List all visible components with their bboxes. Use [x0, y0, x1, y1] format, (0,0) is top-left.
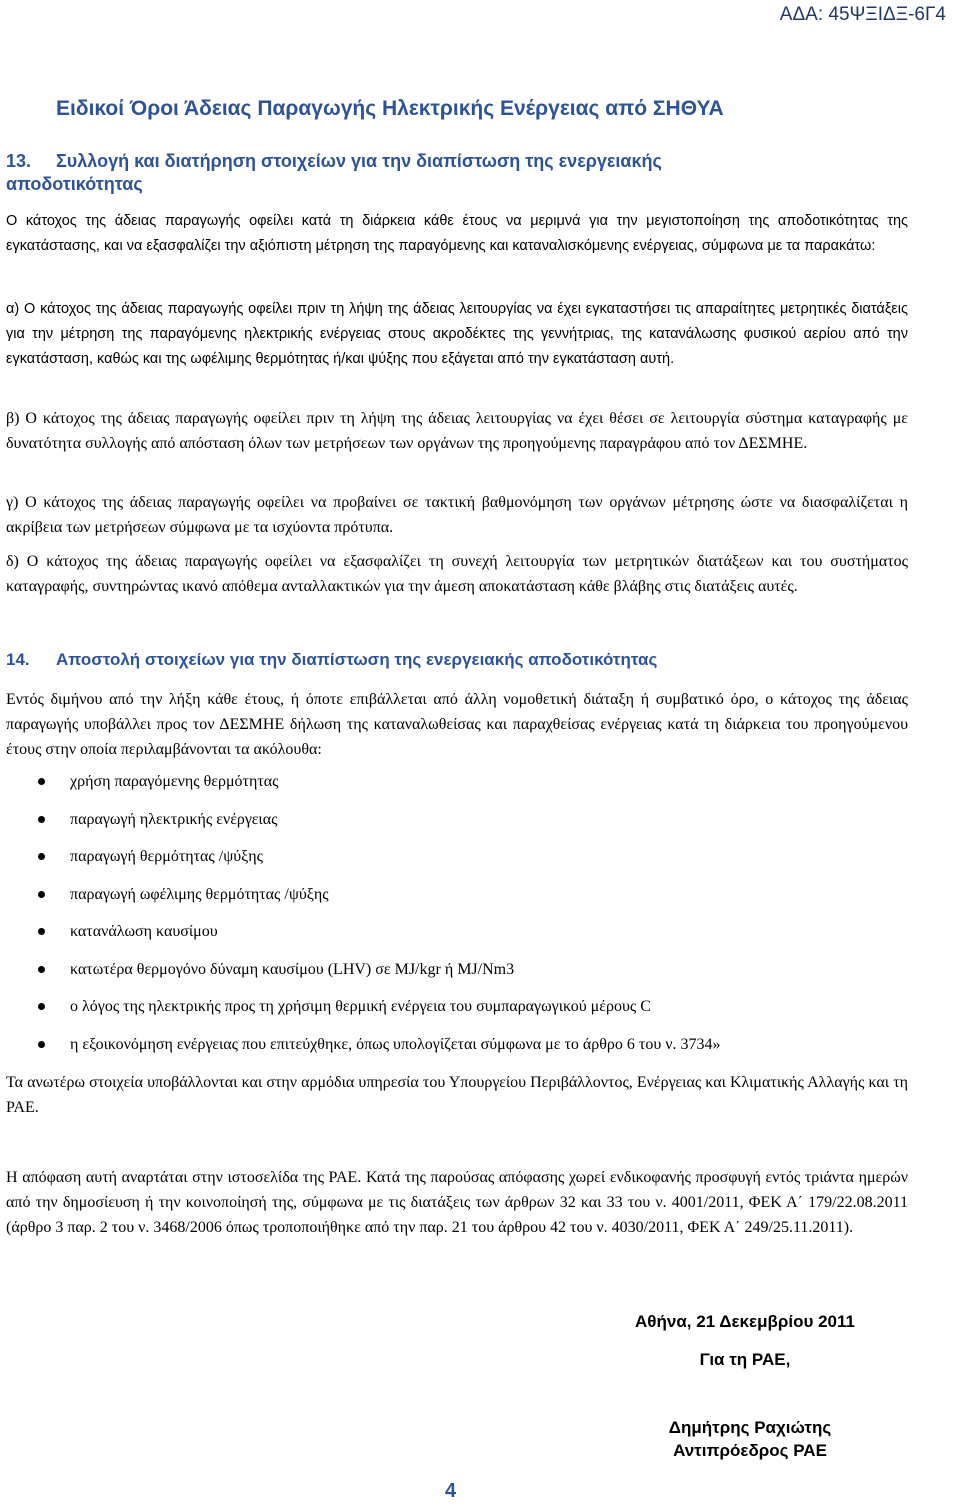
section-13-item-b: β) Ο κάτοχος της άδειας παραγωγής οφείλει πριν τη λήψη της άδειας λειτουργίας να έχει θέσει σε λειτουργία σύστημα καταγραφής με δυνατότητα συλλογής από απόσταση όλων των μετρήσεων των οργάνων της προηγούμενης παραγράφου από τον ΔΕΣΜΗΕ. [6, 410, 908, 452]
section-13-item-d: δ) Ο κάτοχος της άδειας παραγωγής οφείλει να εξασφαλίζει τη συνεχή λειτουργία των μετρητικών διατάξεων και του συστήματος καταγραφής, συντηρώντας ικανό απόθεμα ανταλλακτικών για την άμεση αποκατάσταση κάθε βλάβης στις διατάξεις αυτές. [6, 553, 908, 595]
publication-notice: Η απόφαση αυτή αναρτάται στην ιστοσελίδα της ΡΑΕ. Κατά της παρούσας απόφασης χωρεί ενδικοφανής προσφυγή εντός τριάντα ημερών από την δημοσίευση ή την κοινοποίησή της, σύμφωνα με τις διατάξεις των άρθρων 32 και 33 του ν. 4001/2011, ΦΕΚ Α΄ 179/22.08.2011 (άρθρο 3 παρ. 2 του ν. 3468/2006 όπως τροποποιήθηκε από την παρ. 21 του άρθρου 42 του ν. 4030/2011, ΦΕΚ Α΄ 249/25.11.2011). [6, 1169, 908, 1236]
section-heading-line2: αποδοτικότητας [6, 174, 143, 194]
section-14-heading [6, 650, 657, 670]
document-title: Ειδικοί Όροι Άδειας Παραγωγής Ηλεκτρικής Ενέργειας από ΣΗΘΥΑ [56, 97, 724, 120]
section-13-heading [6, 150, 906, 196]
section-number: 14. [6, 650, 30, 669]
bullet-icon [38, 816, 45, 823]
section-heading: Αποστολή στοιχείων για την διαπίστωση της ενεργειακής αποδοτικότητας [56, 650, 658, 669]
signature-for-rae: Για τη ΡΑΕ, [699, 1350, 791, 1369]
bullet-icon [38, 1003, 45, 1010]
section-14-intro: Εντός διμήνου από την λήξη κάθε έτους, ή όποτε επιβάλλεται από άλλη νομοθετική διάταξη ή συμβατικό όρο, ο κάτοχος της άδειας παραγωγής υποβάλλει προς τον ΔΕΣΜΗΕ δήλωση της καταναλωθείσας και παραχθείσας ενέργειας κατά τη διάρκεια του προηγούμενου έτους στην οποία περιλαμβάνονται τα ακόλουθα: [6, 691, 908, 758]
bullet-icon [38, 1041, 45, 1048]
bullet-icon [38, 891, 45, 898]
section-14-closing: Τα ανωτέρω στοιχεία υποβάλλονται και στην αρμόδια υπηρεσία του Υπουργείου Περιβάλλοντος, Ενέργειας και Κλιματικής Αλλαγής και τη ΡΑΕ. [6, 1074, 908, 1116]
section-13-item-c: γ) Ο κάτοχος της άδειας παραγωγής οφείλει να προβαίνει σε τακτική βαθμονόμηση των οργάνων μέτρησης ώστε να διασφαλίζεται η ακρίβεια των μετρήσεων σύμφωνα με τα ισχύοντα πρότυπα. [6, 494, 908, 536]
signatory-name: Δημήτρης Ραχιώτης [668, 1418, 832, 1437]
section-heading-line1: Συλλογή και διατήρηση στοιχείων για την διαπίστωση της ενεργειακής [56, 151, 662, 171]
signature-place-date: Αθήνα, 21 Δεκεμβρίου 2011 [635, 1312, 855, 1331]
section-13-item-a: α) Ο κάτοχος της άδειας παραγωγής οφείλει πριν τη λήψη της άδειας λειτουργίας να έχει εγκαταστήσει τις απαραίτητες μετρητικές διατάξεις για την μέτρηση της παραγόμενης ηλεκτρικής ενέργειας στους ακροδέκτες της γεννήτριας, της κατανάλωσης φυσικού αερίου από την εγκατάσταση, καθώς και της ωφέλιμης θερμότητας ή/και ψύξης που εξάγεται από την εγκατάσταση αυτή. [6, 301, 908, 367]
bullet-icon [38, 928, 45, 935]
section-number: 13. [6, 151, 32, 171]
section-13-intro: Ο κάτοχος της άδειας παραγωγής οφείλει κατά τη διάρκεια κάθε έτους να μεριμνά για την μεγιστοποίηση της αποδοτικότητας της εγκατάστασης, και να εξασφαλίζει την αξιόπιστη μέτρηση της παραγόμενης και καταναλισκόμενης ενέργειας, σύμφωνα με τα παρακάτω: [6, 213, 908, 254]
page-number: 4 [445, 1480, 457, 1502]
bullet-icon [38, 853, 45, 860]
signatory-role: Αντιπρόεδρος ΡΑΕ [673, 1441, 827, 1460]
ada-code: ΑΔΑ: 45ΨΞΙΔΞ-6Γ4 [779, 4, 946, 25]
bullet-icon [38, 966, 45, 973]
bullet-icon [38, 778, 45, 785]
